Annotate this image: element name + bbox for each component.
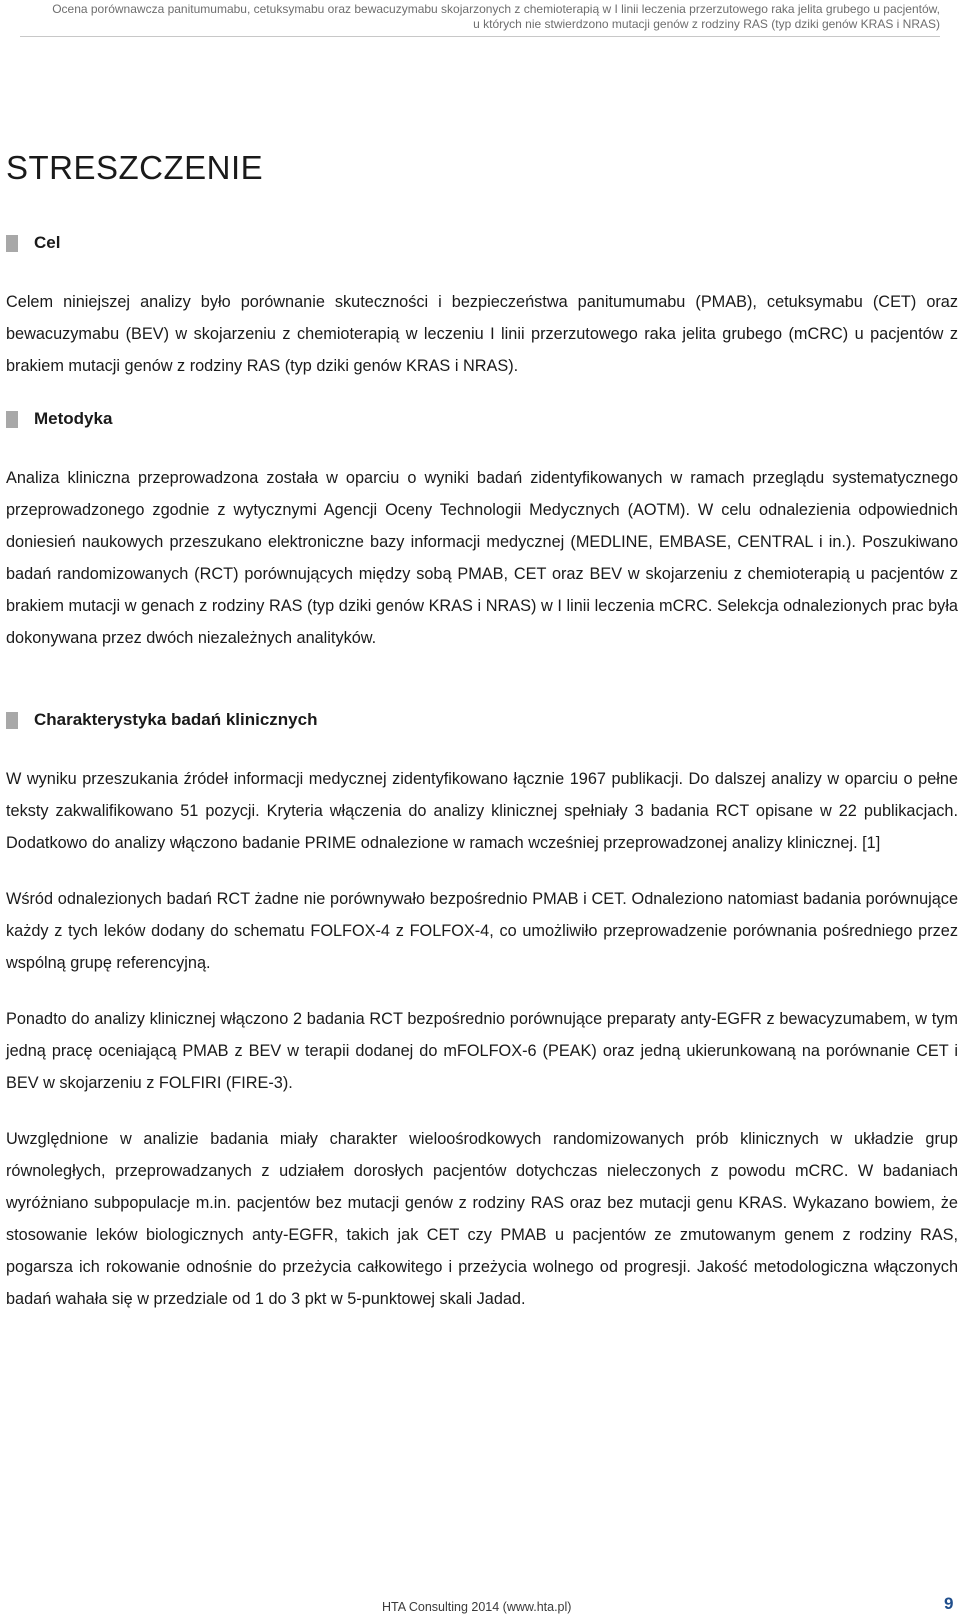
section-heading — [6, 709, 958, 731]
section-heading-text: Metodyka — [34, 409, 113, 428]
section-cel — [6, 232, 958, 382]
footer-text: HTA Consulting 2014 (www.hta.pl) — [382, 1600, 572, 1614]
page-title: STRESZCZENIE — [6, 149, 264, 186]
section-charakterystyka — [6, 709, 958, 1315]
heading-marker-icon — [6, 712, 18, 729]
running-header — [20, 0, 940, 37]
paragraph: W wyniku przeszukania źródeł informacji medycznej zidentyfikowano łącznie 1967 publikacji. Do dalszej analizy w oparciu o pełne teksty zakwalifikowano 51 pozycji. Kryteria włączenia do analizy klinicznej spełniały 3 badania RCT opisane w 22 publikacjach. Dodatkowo do analizy włączono badanie PRIME odnalezione w ramach wcześniej przeprowadzonej analizy klinicznej. [1] — [6, 770, 958, 852]
paragraph: Celem niniejszej analizy było porównanie skuteczności i bezpieczeństwa panitumumabu (PMAB), cetuksymabu (CET) oraz bewacuzymabu (BEV) w skojarzeniu z chemioterapią w leczeniu I linii przerzutowego raka jelita grubego (mCRC) u pacjentów z brakiem mutacji genów z rodziny RAS (typ dziki genów KRAS i NRAS). — [6, 293, 958, 375]
section-heading-text: Cel — [34, 233, 61, 252]
section-metodyka — [6, 408, 958, 654]
section-heading — [6, 232, 958, 254]
paragraph: Analiza kliniczna przeprowadzona została w oparciu o wyniki badań zidentyfikowanych w ramach przeglądu systematycznego przeprowadzonego zgodnie z wytycznymi Agencji Oceny Technologii Medycznych (AOTM). W celu odnalezienia odpowiednich doniesień naukowych przeszukano elektroniczne bazy informacji medycznej (MEDLINE, EMBASE, CENTRAL i in.). Poszukiwano badań randomizowanych (RCT) porównujących między sobą PMAB, CET oraz BEV w skojarzeniu z chemioterapią u pacjentów z brakiem mutacji w genach z rodziny RAS (typ dziki genów KRAS i NRAS) w I linii leczenia mCRC. Selekcja odnalezionych prac była dokonywana przez dwóch niezależnych analityków. — [6, 469, 958, 647]
paragraph: Wśród odnalezionych badań RCT żadne nie porównywało bezpośrednio PMAB i CET. Odnaleziono natomiast badania porównujące każdy z tych leków dodany do schematu FOLFOX-4 z FOLFOX-4, co umożliwiło przeprowadzenie porównania pośredniego przez wspólną grupę referencyjną. — [6, 890, 958, 972]
paragraph: Uwzględnione w analizie badania miały charakter wieloośrodkowych randomizowanych prób klinicznych w układzie grup równoległych, przeprowadzanych z udziałem dorosłych pacjentów dotychczas nieleczonych z powodu mCRC. W badaniach wyróżniano subpopulacje m.in. pacjentów bez mutacji genów z rodziny RAS oraz bez mutacji genu KRAS. Wykazano bowiem, że stosowanie leków biologicznych anty-EGFR, takich jak CET czy PMAB u pacjentów ze zmutowanym genem z rodziny RAS, pogarsza ich rokowanie odnośnie do przeżycia całkowitego i przeżycia wolnego od progresji. Jakość metodologiczna włączonych badań wahała się w przedziale od 1 do 3 pkt w 5-punktowej skali Jadad. — [6, 1130, 958, 1308]
heading-marker-icon — [6, 235, 18, 252]
section-heading-text: Charakterystyka badań klinicznych — [34, 710, 318, 729]
section-heading — [6, 408, 958, 430]
page-number: 9 — [944, 1594, 954, 1613]
paragraph: Ponadto do analizy klinicznej włączono 2 badania RCT bezpośrednio porównujące preparaty anty-EGFR z bewacyzumabem, w tym jedną pracę oceniającą PMAB z BEV w terapii dodanej do mFOLFOX-6 (PEAK) oraz jedną ukierunkowaną na porównanie CET i BEV w skojarzeniu z FOLFIRI (FIRE-3). — [6, 1010, 958, 1092]
running-header-line-1: Ocena porównawcza panitumumabu, cetuksymabu oraz bewacuzymabu skojarzonych z chemioterapią w I linii leczenia przerzutowego raka jelita grubego u pacjentów, — [52, 2, 940, 16]
running-header-line-2: u których nie stwierdzono mutacji genów z rodziny RAS (typ dziki genów KRAS i NRAS) — [473, 17, 940, 31]
heading-marker-icon — [6, 411, 18, 428]
